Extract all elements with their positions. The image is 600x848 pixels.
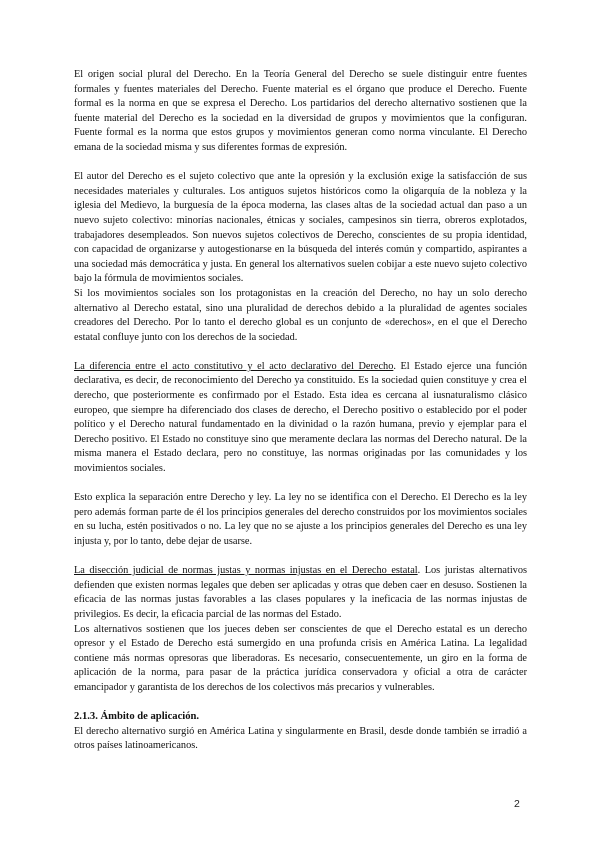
paragraph-gap (74, 550, 527, 565)
paragraph-scope: El derecho alternativo surgió en América Latina y singularmente en Brasil, desde donde también se irradió a otros países latinoamericanos. (74, 725, 527, 752)
paragraph-gap (74, 156, 527, 171)
underlined-lead: La disección judicial de normas justas y normas injustas en el Derecho estatal (74, 565, 418, 577)
paragraph-gap (74, 696, 527, 711)
paragraph-collective-subject: El autor del Derecho es el sujeto colectivo que ante la opresión y la exclusión exige la satisfacción de sus necesidades materiales y culturales. Los antiguos sujetos históricos como la oligarquía de la nobleza y la iglesia del Medievo, la burguesía de la época moderna, las clases altas de la sociedad actual dan paso a un nuevo sujeto colectivo: minorías nacionales, étnicas y sociales, campesinos sin tierra, obreros explotados, trabajadores desempleados. Son nuevos sujetos colectivos de Derecho, conscientes de su propia identidad, con capacidad de organizarse y autogestionarse en la búsqueda del interés común y compartido, aspirantes a una sociedad más democrática y justa. En general los alternativos suelen cobijar a este nuevo sujeto colectivo bajo la fórmula de movimientos sociales. (74, 171, 527, 285)
page-number: 2 (514, 798, 520, 810)
paragraph-judges: Los alternativos sostienen que los jueces deben ser conscientes de que el Derecho estatal es un derecho opresor y el Estado de Derecho está sumergido en una profunda crisis en América Latina. La legalidad contiene más normas opresoras que liberadoras. Es necesario, consecuentemente, un giro en la forma de aplicación de la norma, para pasar de la práctica jurídica conservadora y oficial a otra de carácter emancipador y garantista de los derechos de los colectivos más precarios y vulnerables. (74, 623, 527, 693)
paragraph-social-movements: Si los movimientos sociales son los protagonistas en la creación del Derecho, no hay un solo derecho alternativo al Derecho estatal, sino una pluralidad de derechos debido a la pluralidad de agentes sociales creadores del Derecho. Por lo tanto el derecho global es un conjunto de «derechos», en el que el Derecho estatal confluye junto con los derechos de la sociedad. (74, 287, 527, 343)
paragraph-gap (74, 477, 527, 492)
page-content (74, 68, 527, 754)
paragraph-judicial-dissection (74, 564, 527, 622)
paragraph-law-separation: Esto explica la separación entre Derecho y ley. La ley no se identifica con el Derecho. El Derecho es la ley pero además forman parte de él los principios generales del derecho construidos por los movimientos sociales en su lucha, estén positivados o no. La ley que no se ajuste a los principios generales del Derecho es una ley injusta y, por lo tanto, debe dejar de usarse. (74, 492, 527, 547)
paragraph-gap (74, 345, 527, 360)
paragraph-body: . Los juristas alternativos defienden que existen normas legales que deben ser aplicadas y otras que deben caer en desuso. Sostienen la eficacia de las normas justas favorables a las clases populares y la ineficacia de las normas injustas de privilegios. Es decir, la eficacia parcial de las normas del Estado. (74, 565, 527, 620)
underlined-lead: La diferencia entre el acto constitutivo y el acto declarativo del Derecho (74, 360, 394, 372)
paragraph-constitutive-declarative (74, 360, 527, 477)
paragraph-sources: El origen social plural del Derecho. En la Teoría General del Derecho se suele distinguir entre fuentes formales y fuentes materiales del Derecho. Fuente material es el órgano que produce el Derecho. Fuente formal es la norma en que se expresa el Derecho. Los partidarios del derecho alternativo sostienen que la fuente material del Derecho es la sociedad en la diversidad de grupos y movimientos que la configuran. Fuente formal es la norma que estos grupos y movimientos generan como norma vinculante. El Derecho emana de la sociedad misma y sus diferentes formas de expresión. (74, 69, 527, 153)
section-heading: 2.1.3. Ámbito de aplicación. (74, 711, 200, 723)
paragraph-body: . El Estado ejerce una función declarativa, es decir, de reconocimiento del Derecho ya constituido. Es la sociedad quien constituye y crea el derecho, que posteriormente es confirmado por el Estado. Esta idea es cercana al iusnaturalismo clásico europeo, que siempre ha diferenciado dos clases de derecho, el Derecho positivo o establecido por el poder político y el Derecho natural fundamentado en la divinidad o la razón humana, previo y ejemplar para el Derecho positivo. El Estado no constituye sino que meramente declara las normas del Derecho natural. De la misma manera el Estado declara, pero no constituye, las normas originadas por las comunidades y los movimientos sociales. (74, 360, 527, 475)
